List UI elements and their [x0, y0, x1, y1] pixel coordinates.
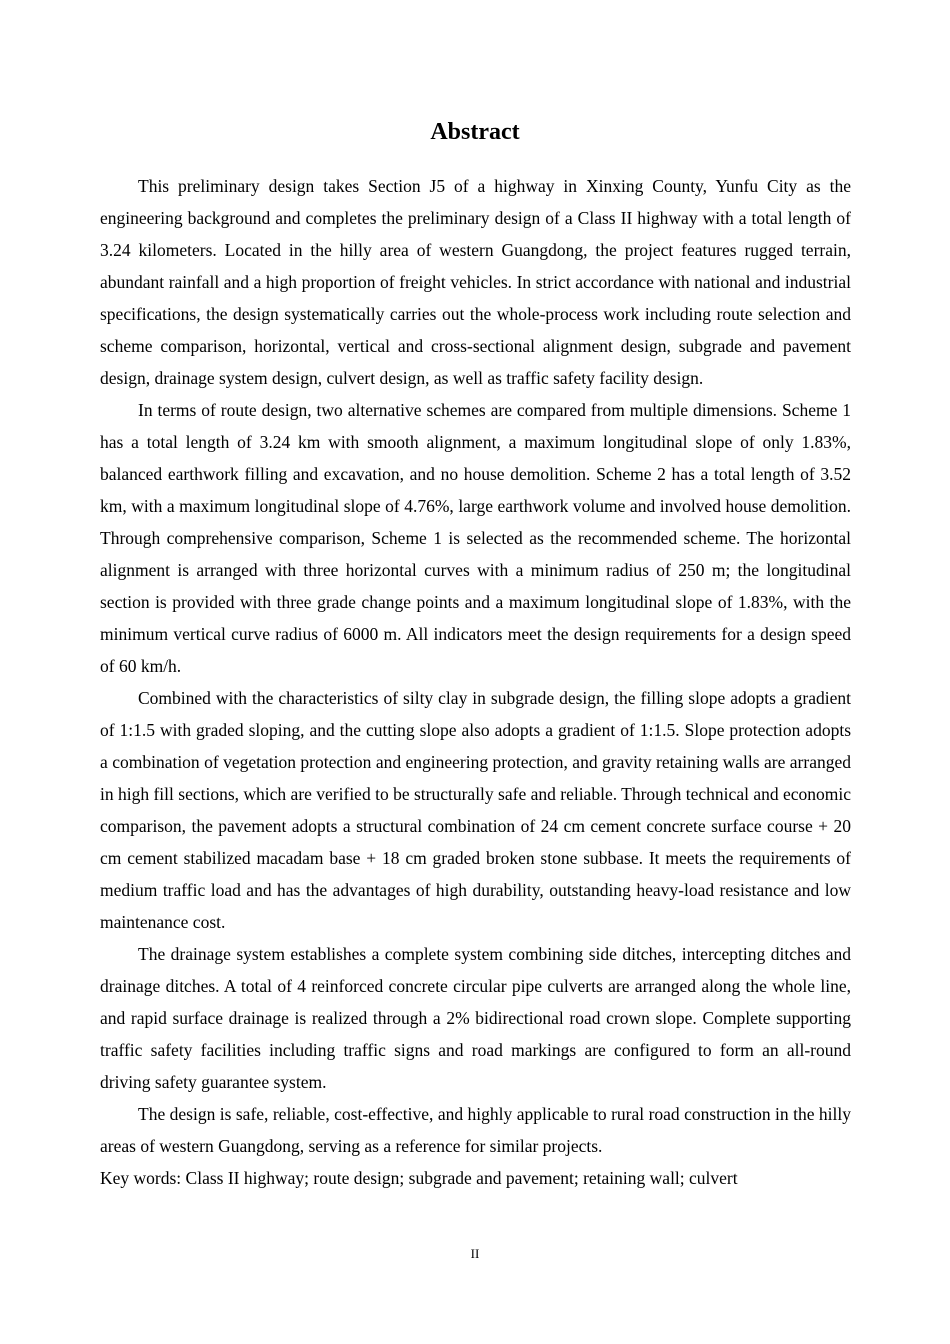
- abstract-paragraph: The design is safe, reliable, cost-effective, and highly applicable to rural road construction in the hilly areas of western Guangdong, serving as a reference for similar projects.: [100, 1104, 851, 1156]
- page-number: II: [470, 1246, 480, 1261]
- keywords-line: Key words: Class II highway; route design; subgrade and pavement; retaining wall; culvert: [100, 1168, 738, 1188]
- abstract-paragraph: Combined with the characteristics of silty clay in subgrade design, the filling slope adopts a gradient of 1:1.5 with graded sloping, and the cutting slope also adopts a gradient of 1:1.5. Slope protection adopts a combination of vegetation protection and engineering protection, and gravity retaining walls are arranged in high fill sections, which are verified to be structurally safe and reliable. Through technical and economic comparison, the pavement adopts a structural combination of 24 cm cement concrete surface course + 20 cm cement stabilized macadam base + 18 cm graded broken stone subbase. It meets the requirements of medium traffic load and has the advantages of high durability, outstanding heavy-load resistance and low maintenance cost.: [100, 688, 851, 932]
- abstract-title: Abstract: [430, 119, 520, 145]
- abstract-body: [100, 170, 851, 1194]
- abstract-paragraph: This preliminary design takes Section J5 of a highway in Xinxing County, Yunfu City as the engineering background and completes the preliminary design of a Class II highway with a total length of 3.24 kilometers. Located in the hilly area of western Guangdong, the project features rugged terrain, abundant rainfall and a high proportion of freight vehicles. In strict accordance with national and industrial specifications, the design systematically carries out the whole-process work including route selection and scheme comparison, horizontal, vertical and cross-sectional alignment design, subgrade and pavement design, drainage system design, culvert design, as well as traffic safety facility design.: [100, 176, 851, 388]
- abstract-paragraph: The drainage system establishes a complete system combining side ditches, intercepting ditches and drainage ditches. A total of 4 reinforced concrete circular pipe culverts are arranged along the whole line, and rapid surface drainage is realized through a 2% bidirectional road crown slope. Complete supporting traffic safety facilities including traffic signs and road markings are configured to form an all-round driving safety guarantee system.: [100, 944, 851, 1092]
- abstract-paragraph: In terms of route design, two alternative schemes are compared from multiple dimensions. Scheme 1 has a total length of 3.24 km with smooth alignment, a maximum longitudinal slope of only 1.83%, balanced earthwork filling and excavation, and no house demolition. Scheme 2 has a total length of 3.52 km, with a maximum longitudinal slope of 4.76%, large earthwork volume and involved house demolition. Through comprehensive comparison, Scheme 1 is selected as the recommended scheme. The horizontal alignment is arranged with three horizontal curves with a minimum radius of 250 m; the longitudinal section is provided with three grade change points and a maximum longitudinal slope of 1.83%, with the minimum vertical curve radius of 6000 m. All indicators meet the design requirements for a design speed of 60 km/h.: [100, 400, 851, 676]
